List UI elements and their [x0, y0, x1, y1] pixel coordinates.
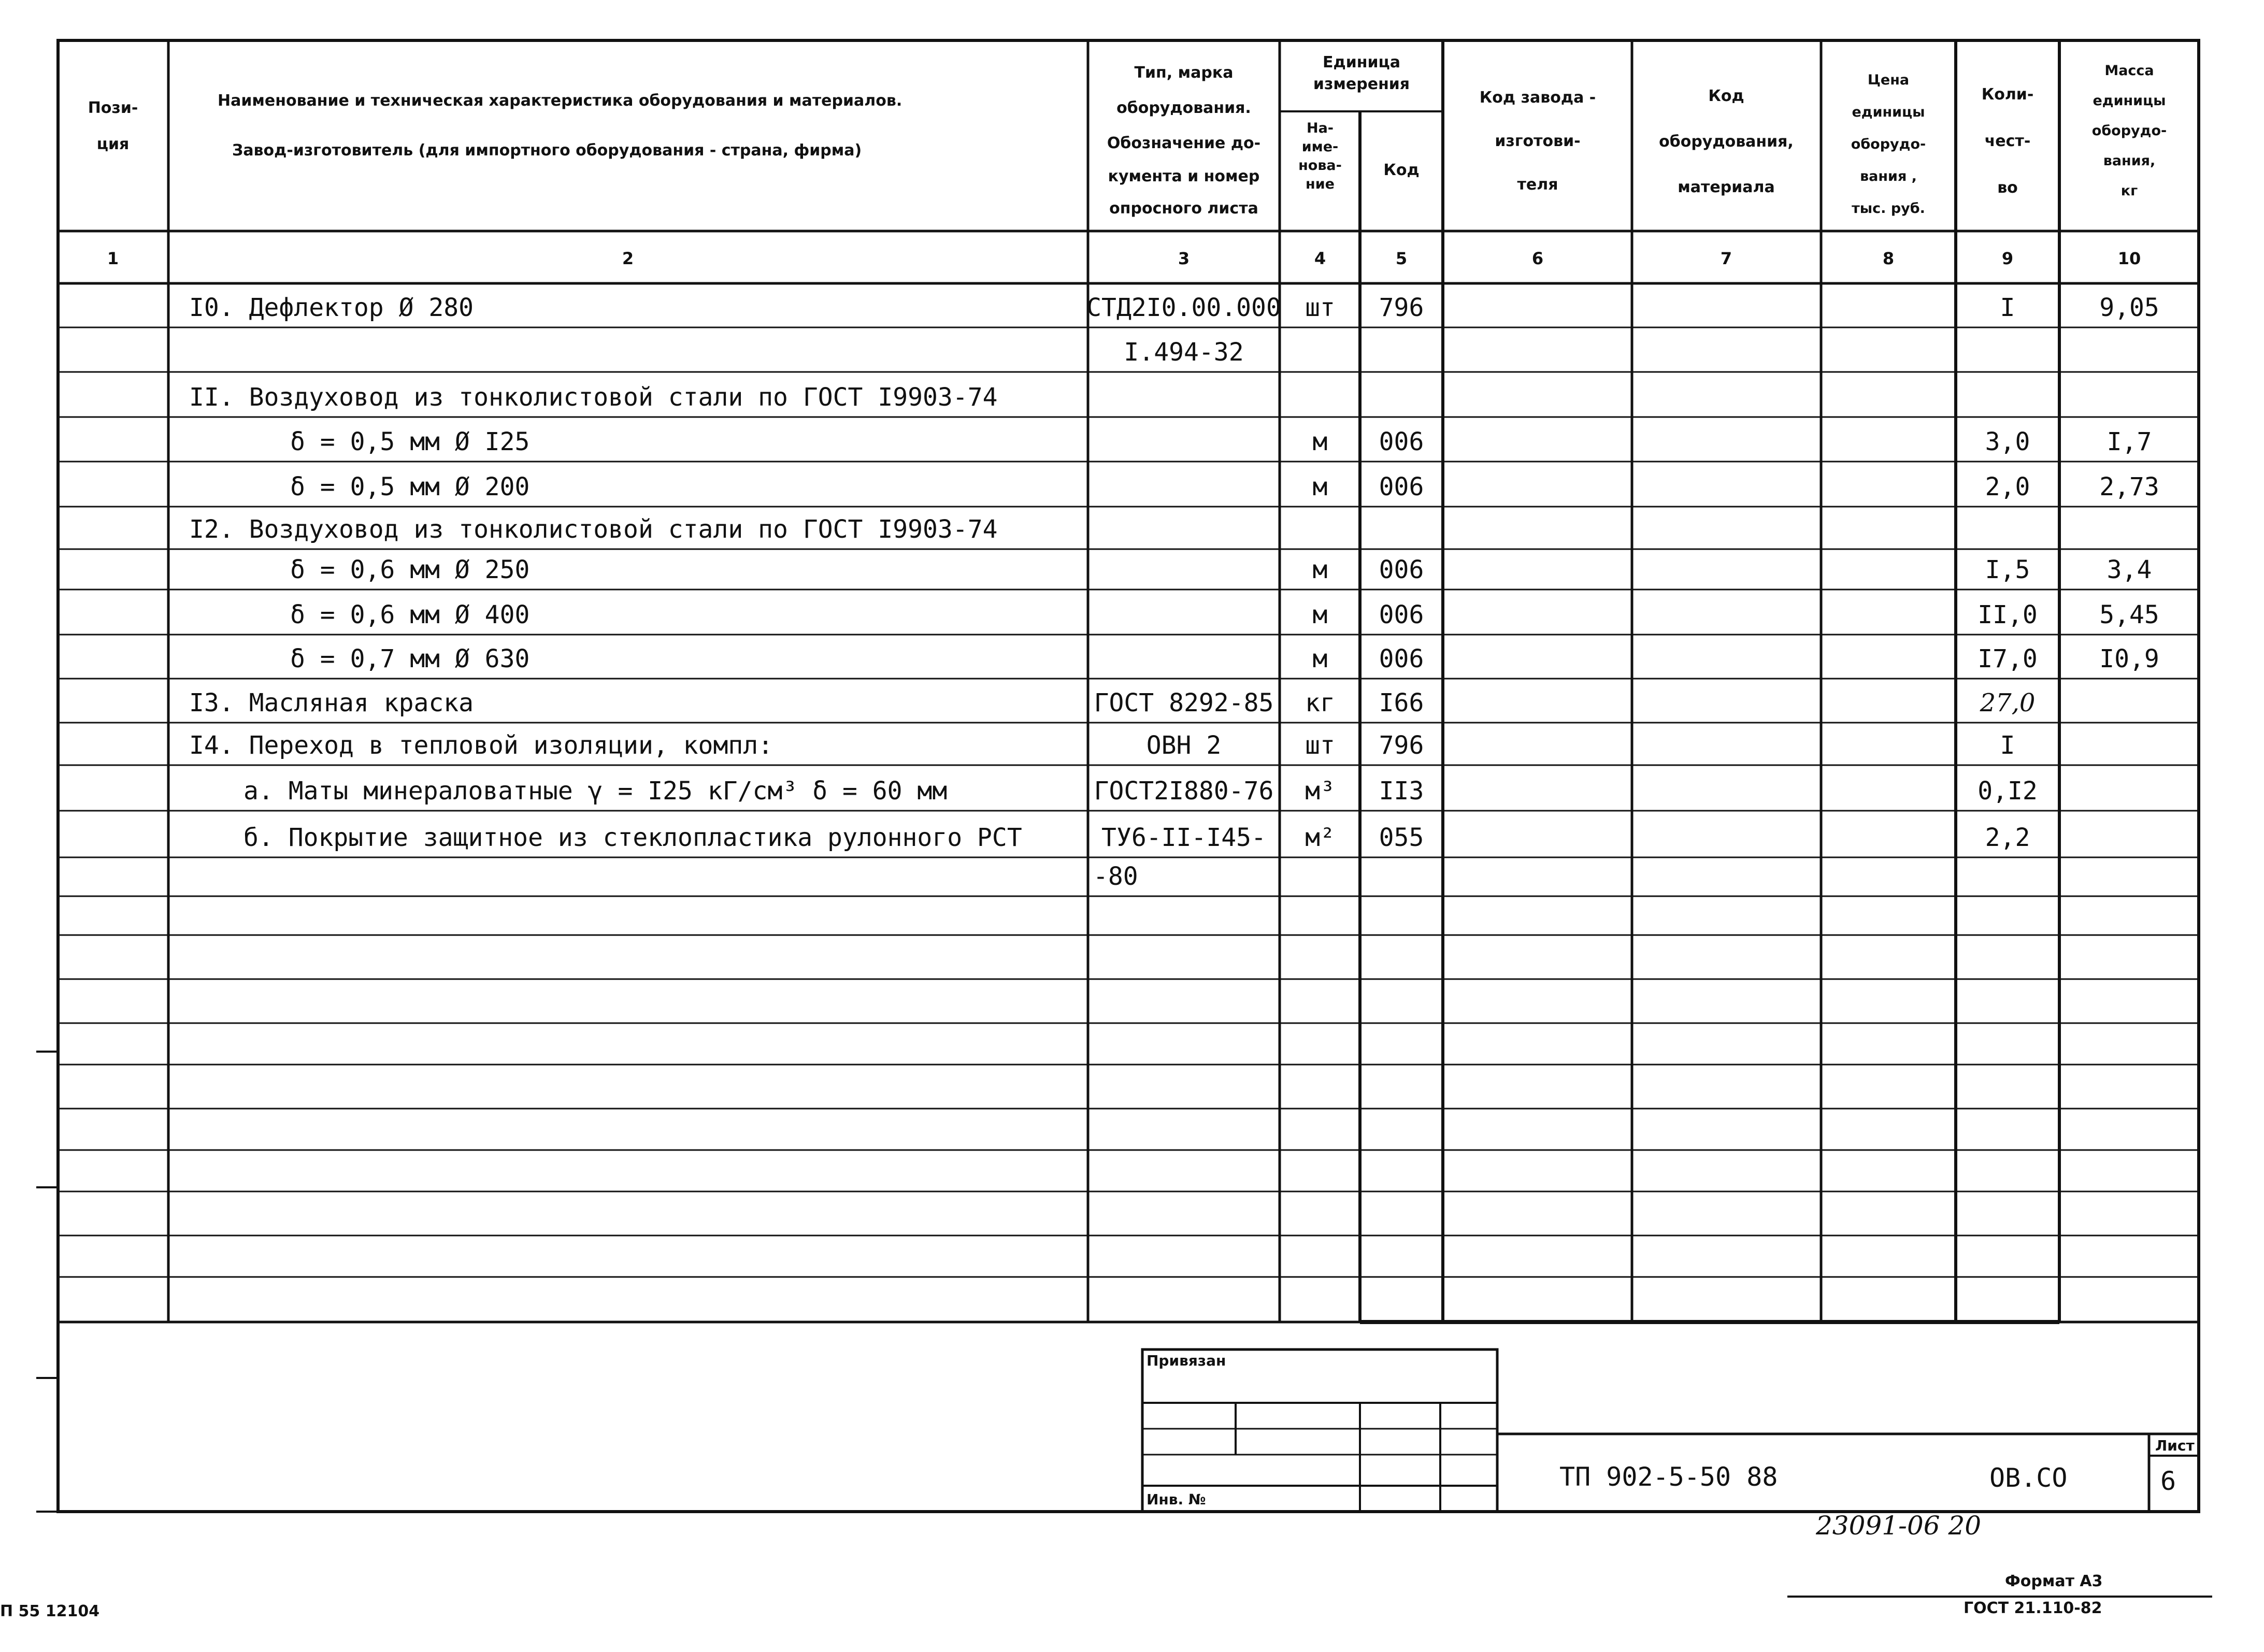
- cell-unit: кг: [1305, 688, 1335, 717]
- cell-name: II. Воздуховод из тонколистовой стали по ГОСТ I9903-74: [189, 383, 998, 412]
- cell-name: δ = 0,7 мм Ø 630: [290, 644, 530, 673]
- table-row: [1124, 338, 1243, 367]
- cell-unit: м: [1312, 644, 1328, 673]
- header-mass: Масса единицы оборудо-вания, кг: [2091, 63, 2167, 199]
- cell-unit-code: 006: [1379, 644, 1424, 673]
- cell-mass: 9,05: [2099, 293, 2159, 322]
- table-row: [189, 515, 998, 544]
- cell-type: ГОСТ 8292-85: [1094, 688, 1274, 717]
- cell-quantity: 3,0: [1985, 427, 2030, 456]
- col-number: 8: [1882, 249, 1895, 268]
- table-row: [290, 644, 2159, 673]
- cell-unit: шт: [1305, 731, 1335, 760]
- cell-quantity: 0,I2: [1978, 777, 2038, 806]
- cell-unit: м: [1312, 555, 1328, 584]
- table-row: [243, 823, 2030, 852]
- cell-type: ГОСТ2I880-76: [1094, 777, 1274, 806]
- header-quantity: Коли-чест-во: [1981, 85, 2034, 197]
- cell-type: СТД2I0.00.000: [1086, 293, 1281, 322]
- left-code: П 55 12104: [0, 1602, 100, 1620]
- table-row: [290, 472, 2159, 501]
- cell-mass: I0,9: [2099, 644, 2159, 673]
- cell-name: δ = 0,5 мм Ø I25: [290, 427, 530, 456]
- cell-type: ТУ6-II-I45-: [1101, 823, 1266, 852]
- table-row: [1093, 862, 1138, 891]
- margin-ticks: [36, 1052, 58, 1512]
- stamp-document-code: ОВ.СО: [1989, 1463, 2068, 1493]
- cell-name: δ = 0,6 мм Ø 250: [290, 555, 530, 584]
- cell-mass: 3,4: [2107, 555, 2152, 584]
- cell-name: δ = 0,6 мм Ø 400: [290, 600, 530, 629]
- cell-name: I2. Воздуховод из тонколистовой стали по ГОСТ I9903-74: [189, 515, 998, 544]
- gost-label: ГОСТ 21.110-82: [1964, 1599, 2102, 1617]
- cell-unit: м³: [1305, 777, 1335, 806]
- cell-name: I4. Переход в тепловой изоляции, компл:: [189, 731, 773, 760]
- cell-quantity: I,5: [1985, 555, 2030, 584]
- header-position: Пози-ция: [88, 99, 138, 153]
- cell-name: I0. Дефлектор Ø 280: [189, 293, 474, 322]
- col-number: 1: [107, 249, 119, 268]
- table-row: [189, 731, 2015, 760]
- column-numbers: [107, 249, 2141, 268]
- table-row: [290, 600, 2159, 629]
- header-manufacturer-code: Код завода -изготови-теля: [1479, 89, 1596, 194]
- cell-unit-code: 796: [1379, 731, 1424, 760]
- cell-quantity: I: [2000, 293, 2015, 322]
- cell-name: I3. Масляная краска: [189, 688, 474, 717]
- table-row: [290, 555, 2152, 584]
- table-row: [290, 427, 2152, 456]
- cell-quantity: 27,0: [1980, 688, 2036, 717]
- col-number: 7: [1720, 249, 1732, 268]
- col-number: 10: [2117, 249, 2141, 268]
- stamp-sheet-label: Лист: [2155, 1437, 2195, 1454]
- cell-mass: I,7: [2107, 427, 2152, 456]
- table-header: [88, 53, 2167, 218]
- cell-unit-code: 055: [1379, 823, 1424, 852]
- table-body: [189, 293, 2159, 891]
- cell-name: б. Покрытие защитное из стеклопластика рулонного РСТ: [243, 823, 1022, 852]
- cell-unit: м: [1312, 472, 1328, 501]
- cell-mass: 5,45: [2099, 600, 2159, 629]
- table-row: [243, 777, 2038, 806]
- stamp-project-number: ТП 902-5-50 88: [1559, 1462, 1778, 1492]
- header-unit-code: Код: [1383, 161, 1420, 179]
- cell-unit-code: 006: [1379, 555, 1424, 584]
- cell-name: δ = 0,5 мм Ø 200: [290, 472, 530, 501]
- cell-quantity: 2,2: [1985, 823, 2030, 852]
- cell-unit-code: 006: [1379, 427, 1424, 456]
- cell-quantity: I7,0: [1978, 644, 2038, 673]
- archive-number: 23091-06 20: [1816, 1511, 1982, 1541]
- cell-quantity: II,0: [1978, 600, 2038, 629]
- header-price: Цена единицы оборудо-вания , тыс. руб.: [1851, 72, 1926, 217]
- header-manufacturer: Завод-изготовитель (для импортного оборудования - страна, фирма): [232, 141, 862, 160]
- table-row: [189, 383, 998, 412]
- cell-type: I.494-32: [1124, 338, 1244, 367]
- stamp-sheet-number: 6: [2160, 1466, 2176, 1496]
- cell-quantity: I: [2000, 731, 2015, 760]
- cell-quantity: 2,0: [1985, 472, 2030, 501]
- header-unit-group: Единица измерения: [1313, 53, 1410, 93]
- table-row: [189, 293, 2159, 322]
- cell-unit: м: [1312, 427, 1328, 456]
- cell-name: а. Маты минераловатные γ = I25 кГ/см³ δ = 60 мм: [243, 777, 948, 806]
- col-number: 5: [1395, 249, 1408, 268]
- header-unit-name: На-имe-нова-ние: [1298, 120, 1342, 192]
- col-number: 3: [1178, 249, 1190, 268]
- header-name: Наименование и техническая характеристика оборудования и материалов.: [218, 92, 902, 110]
- cell-unit-code: I66: [1379, 688, 1424, 717]
- cell-unit-code: II3: [1379, 777, 1424, 806]
- col-number: 9: [2001, 249, 2014, 268]
- header-equipment-code: Код оборудования, материала: [1659, 87, 1794, 196]
- col-number: 2: [622, 249, 634, 268]
- cell-unit-code: 006: [1379, 472, 1424, 501]
- cell-type: ОВН 2: [1146, 731, 1222, 760]
- table-grid: [58, 40, 2199, 1512]
- col-number: 4: [1314, 249, 1326, 268]
- cell-unit: шт: [1305, 293, 1335, 322]
- table-row: [189, 688, 2035, 717]
- format-label: Формат А3: [2005, 1572, 2103, 1590]
- col-number: 6: [1531, 249, 1544, 268]
- stamp-privyazan: Привязан: [1147, 1352, 1226, 1369]
- cell-unit-code: 006: [1379, 600, 1424, 629]
- stamp-inv: Инв. №: [1147, 1491, 1206, 1508]
- cell-mass: 2,73: [2099, 472, 2159, 501]
- cell-type: -80: [1093, 862, 1138, 891]
- header-type: Тип, марка оборудования. Обозначение до-кумента и номер опросного листа: [1107, 64, 1261, 218]
- cell-unit: м²: [1305, 823, 1335, 852]
- cell-unit: м: [1312, 600, 1328, 629]
- cell-unit-code: 796: [1379, 293, 1424, 322]
